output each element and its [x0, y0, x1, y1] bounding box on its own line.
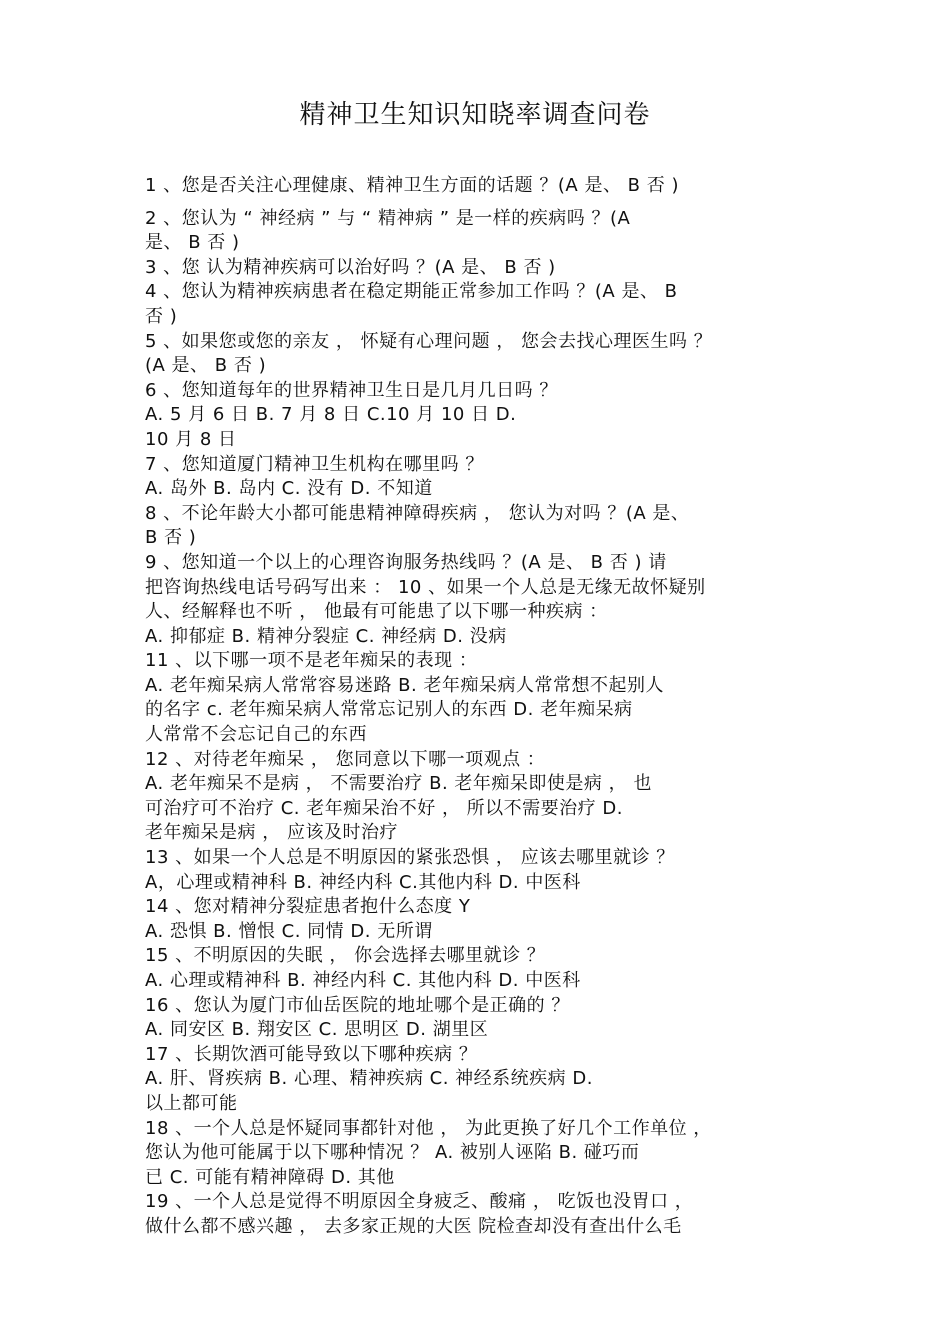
text-line: 老年痴呆是病 ， 应该及时治疗 [145, 822, 398, 844]
text-line: 17 、长期饮酒可能导致以下哪种疾病 ？ [145, 1043, 478, 1065]
text-line: 10 月 8 日 [145, 428, 237, 450]
text-line: 已 C. 可能有精神障碍 D. 其他 [145, 1166, 395, 1188]
text-line: 19 、一个人总是觉得不明原因全身疲乏、酸痛 ， 吃饭也没胃口 ， [145, 1191, 694, 1213]
text-line: 2 、您认为 “ 神经病 ” 与 “ 精神病 ” 是一样的疾病吗 ？(A [145, 207, 631, 229]
text-line: A. 同安区 B. 翔安区 C. 思明区 D. 湖里区 [145, 1019, 489, 1041]
text-line: A. 老年痴呆不是病 ， 不需要治疗 B. 老年痴呆即使是病 ， 也 [145, 773, 652, 795]
text-line: A. 肝、肾疾病 B. 心理、精神疾病 C. 神经系统疾病 D. [145, 1068, 593, 1090]
text-line: 做什么都不感兴趣 ， 去多家正规的大医 院检查却没有查出什么毛 [145, 1215, 682, 1237]
text-line: 11 、以下哪一项不是老年痴呆的表现 ： [145, 650, 478, 672]
text-line: 是、 B 否 ) [145, 232, 240, 254]
text-line: 3 、您 认为精神疾病可以治好吗 ？(A 是、 B 否 ) [145, 256, 556, 278]
text-line: 13 、如果一个人总是不明原因的紧张恐惧 ， 应该去哪里就诊 ？ [145, 847, 675, 869]
text-line: 否 ) [145, 305, 178, 327]
text-line: 18 、一个人总是怀疑同事都针对他 ， 为此更换了好几个工作单位 ， [145, 1117, 712, 1139]
text-line: A. 恐惧 B. 憎恨 C. 同情 D. 无所谓 [145, 920, 433, 942]
text-line: 12 、对待老年痴呆 ， 您同意以下哪一项观点 ： [145, 748, 546, 770]
text-line: B 否 ) [145, 527, 197, 549]
text-line: (A 是、 B 否 ) [145, 355, 267, 377]
text-line: 7 、您知道厦门精神卫生机构在哪里吗 ？ [145, 453, 484, 475]
text-line: A，心理或精神科 B. 神经内科 C.其他内科 D. 中医科 [145, 871, 581, 893]
text-line: 的名字 c. 老年痴呆病人常常忘记别人的东西 D. 老年痴呆病 [145, 699, 633, 721]
text-line: A. 老年痴呆病人常常容易迷路 B. 老年痴呆病人常常想不起别人 [145, 674, 664, 696]
text-line: A. 5 月 6 日 B. 7 月 8 日 C.10 月 10 日 D. [145, 404, 517, 426]
text-line: 可治疗可不治疗 C. 老年痴呆治不好 ， 所以不需要治疗 D. [145, 797, 623, 819]
document-title: 精神卫生知识知晓率调查问卷 [299, 100, 651, 130]
text-line: 4 、您认为精神疾病患者在稳定期能正常参加工作吗 ？(A 是、 B [145, 281, 678, 303]
paragraph-gap [145, 199, 815, 207]
text-line: 14 、您对精神分裂症患者抱什么态度 Y [145, 896, 471, 918]
text-line: 15 、不明原因的失眠 ， 你会选择去哪里就诊 ？ [145, 945, 546, 967]
text-line: A. 抑郁症 B. 精神分裂症 C. 神经病 D. 没病 [145, 625, 507, 647]
text-line: 6 、您知道每年的世界精神卫生日是几月几日吗 ？ [145, 379, 558, 401]
text-line: 1 、您是否关注心理健康、精神卫生方面的话题 ？(A 是、 B 否 ) [145, 175, 679, 196]
text-line: 您认为他可能属于以下哪种情况 ？ A. 被别人诬陷 B. 碰巧而 [145, 1142, 640, 1164]
text-line: 16 、您认为厦门市仙岳医院的地址哪个是正确的 ？ [145, 994, 570, 1016]
text-line: 8 、不论年龄大小都可能患精神障碍疾病 ， 您认为对吗 ？(A 是、 [145, 502, 690, 524]
text-line: A. 心理或精神科 B. 神经内科 C. 其他内科 D. 中医科 [145, 970, 581, 991]
text-line: 以上都可能 [145, 1092, 238, 1114]
text-line: 把咨询热线电话号码写出来 ： 10 、如果一个人总是无缘无故怀疑别 [145, 576, 706, 598]
document-body [145, 174, 815, 1240]
text-line: A. 岛外 B. 岛内 C. 没有 D. 不知道 [145, 478, 433, 500]
text-line: 人常常不会忘记自己的东西 [145, 724, 367, 746]
text-line: 9 、您知道一个以上的心理咨询服务热线吗 ？(A 是、 B 否 ) 请 [145, 551, 667, 573]
text-line: 5 、如果您或您的亲友 ， 怀疑有心理问题 ， 您会去找心理医生吗 ？ [145, 330, 713, 352]
text-line: 人、经解释也不听 ， 他最有可能患了以下哪一种疾病 ： [145, 601, 608, 623]
